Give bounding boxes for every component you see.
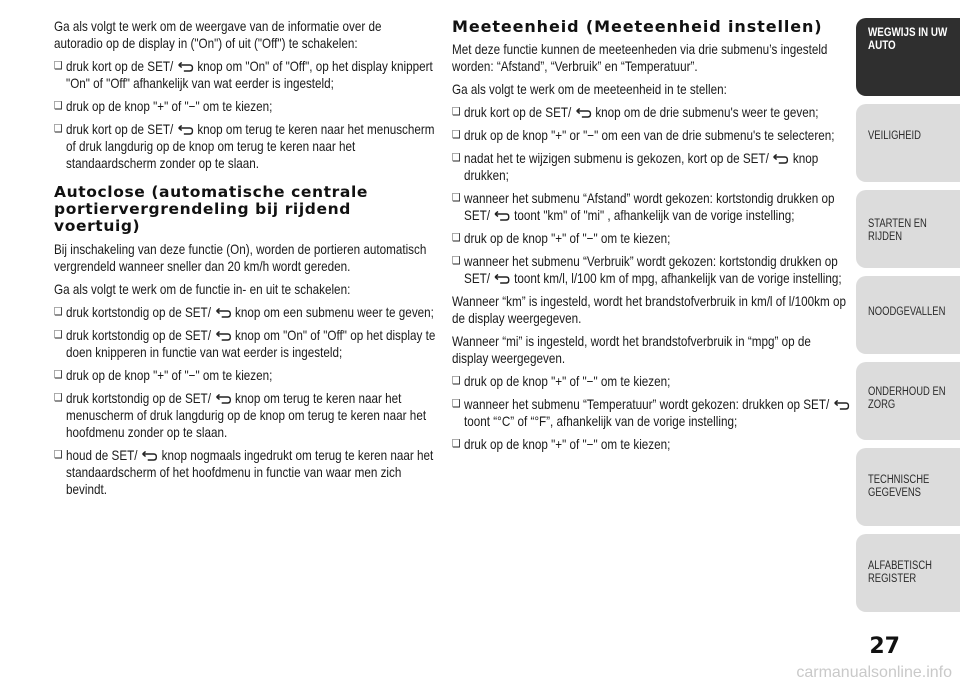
right-column	[452, 18, 848, 459]
tab-onderhoud-en-zorg[interactable]: ONDERHOUD EN ZORG	[856, 362, 960, 440]
return-arrow-icon	[177, 62, 194, 72]
tab-alfabetisch-register[interactable]: ALFABETISCH REGISTER	[856, 534, 960, 612]
list-item: ❑ druk op de knop "+" of "−" om te kiezen;	[452, 230, 859, 247]
list-item: ❑ wanneer het submenu “Temperatuur” wordt gekozen: drukken op SET/ toont “°C” of “°F”, afhankelijk van de vorige instelling;	[452, 396, 859, 430]
left-column	[54, 18, 434, 504]
tab-noodgevallen[interactable]: NOODGEVALLEN	[856, 276, 960, 354]
list-item: ❑ druk op de knop "+" of "−" om te kiezen;	[54, 367, 445, 384]
chapter-tabs	[856, 18, 960, 620]
return-arrow-icon	[493, 211, 510, 221]
list-item: ❑ druk kortstondig op de SET/ knop om "On" of "Off" op het display te doen knipperen in functie van wat eerder is ingesteld;	[54, 327, 445, 361]
list-item: ❑ druk kort op de SET/ knop om de drie submenu's weer te geven;	[452, 104, 859, 121]
return-arrow-icon	[141, 451, 158, 461]
paragraph: Wanneer “mi” is ingesteld, wordt het brandstofverbruik in “mpg” op de display weergegeven.	[452, 334, 811, 366]
list-item: ❑ houd de SET/ knop nogmaals ingedrukt om terug te keren naar het standaardscherm of het hoofdmenu in functie van waar men zich bevindt.	[54, 447, 445, 498]
list-item: ❑ druk kort op de SET/ knop om terug te keren naar het menuscherm of druk langdurig op de knop om terug te keren naar het standaardscherm zonder op te slaan.	[54, 121, 445, 172]
list-item: ❑ druk kortstondig op de SET/ knop om terug te keren naar het menuscherm of druk langdurig op de knop om terug te keren naar het hoofdmenu zonder op te slaan.	[54, 390, 445, 441]
list-item: ❑ wanneer het submenu “Verbruik” wordt gekozen: kortstondig drukken op SET/ toont km/l, l/100 km of mpg, afhankelijk van de vorige instelling;	[452, 253, 859, 287]
list-item: ❑ druk op de knop "+" of "−" om te kiezen;	[452, 373, 859, 390]
list-item: ❑ druk kort op de SET/ knop om "On" of "Off", op het display knippert "On" of "Off" afhankelijk van wat eerder is ingesteld;	[54, 58, 445, 92]
paragraph: Wanneer “km” is ingesteld, wordt het brandstofverbruik in km/l of l/100km op de display weergegeven.	[452, 294, 846, 326]
paragraph: Ga als volgt te werk om de functie in- en uit te schakelen:	[54, 282, 351, 297]
list-item: ❑ wanneer het submenu “Afstand” wordt gekozen: kortstondig drukken op SET/ toont "km" of "mi" , afhankelijk van de vorige instelling;	[452, 190, 859, 224]
paragraph: Ga als volgt te werk om de meeteenheid in te stellen:	[452, 82, 727, 97]
return-arrow-icon	[214, 394, 231, 404]
section-heading: Meeteenheid (Meeteenheid instellen)	[452, 17, 823, 36]
return-arrow-icon	[833, 400, 850, 410]
return-arrow-icon	[493, 274, 510, 284]
list-item: ❑ nadat het te wijzigen submenu is gekozen, kort op de SET/ knop drukken;	[452, 150, 859, 184]
section-heading: Autoclose (automatische centrale portiervergrendeling bij rijdend voertuig)	[54, 183, 368, 235]
list-item: ❑ druk kortstondig op de SET/ knop om een submenu weer te geven;	[54, 304, 445, 321]
watermark: carmanualsonline.info	[796, 664, 952, 681]
return-arrow-icon	[575, 108, 592, 118]
list-item: ❑ druk op de knop "+" of "−" om te kiezen;	[452, 436, 859, 453]
return-arrow-icon	[177, 125, 194, 135]
paragraph: Ga als volgt te werk om de weergave van de informatie over de autoradio op de display in ("On") of uit ("Off") te schakelen:	[54, 19, 382, 51]
list-item: ❑ druk op de knop "+" of "−" om te kiezen;	[54, 98, 445, 115]
return-arrow-icon	[772, 154, 789, 164]
return-arrow-icon	[214, 331, 231, 341]
page-number: 27	[869, 634, 900, 659]
tab-veiligheid[interactable]: VEILIGHEID	[856, 104, 960, 182]
tab-wegwijs[interactable]: WEGWIJS IN UW AUTO	[856, 18, 960, 96]
paragraph: Bij inschakeling van deze functie (On), worden de portieren automatisch vergrendeld wanneer sneller dan 20 km/h wordt gereden.	[54, 242, 427, 274]
return-arrow-icon	[214, 308, 231, 318]
tab-technische-gegevens[interactable]: TECHNISCHE GEGEVENS	[856, 448, 960, 526]
list-item: ❑ druk op de knop "+" or "−" om een van de drie submenu's te selecteren;	[452, 127, 859, 144]
tab-starten-en-rijden[interactable]: STARTEN EN RIJDEN	[856, 190, 960, 268]
paragraph: Met deze functie kunnen de meeteenheden via drie submenu’s ingesteld worden: “Afstand”, “Verbruik” en “Temperatuur”.	[452, 42, 828, 74]
